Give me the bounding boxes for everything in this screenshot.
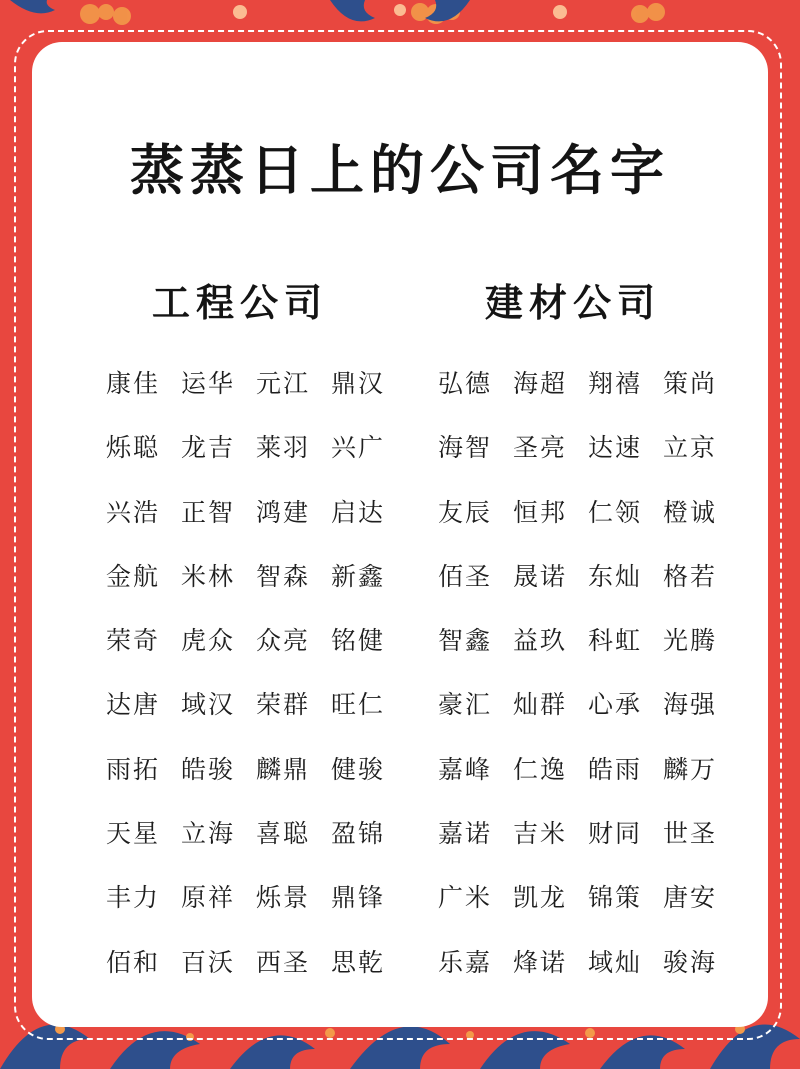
company-name: 龙吉 [181, 433, 236, 463]
company-name: 智鑫 [438, 626, 493, 656]
company-name: 兴浩 [106, 497, 161, 527]
company-name: 锦策 [588, 883, 643, 913]
company-name: 皓骏 [181, 754, 236, 784]
company-name: 烁景 [256, 883, 311, 913]
company-name: 健骏 [331, 754, 386, 784]
company-name: 皓雨 [588, 754, 643, 784]
company-name: 弘德 [438, 369, 493, 398]
company-name: 铭健 [331, 626, 386, 656]
company-name: 仁逸 [513, 754, 568, 784]
company-name: 科虹 [588, 626, 643, 656]
company-name: 正智 [181, 497, 236, 527]
company-name: 东灿 [588, 561, 643, 591]
company-name: 策尚 [663, 369, 718, 398]
company-name: 荣奇 [106, 626, 161, 656]
company-name: 晟诺 [513, 561, 568, 591]
company-name: 立京 [663, 433, 718, 463]
company-name: 兴广 [331, 433, 386, 463]
company-name: 鼎锋 [331, 883, 386, 913]
company-name: 立海 [181, 819, 236, 849]
company-name: 麟万 [663, 754, 718, 784]
company-name: 虎众 [181, 626, 236, 656]
company-name: 莱羽 [256, 433, 311, 463]
company-name: 佰圣 [438, 561, 493, 591]
company-name: 丰力 [106, 883, 161, 913]
company-name: 乐嘉 [438, 947, 493, 977]
company-name: 心承 [588, 690, 643, 720]
company-name: 鸿建 [256, 497, 311, 527]
building-materials-heading: 建材公司 [484, 280, 661, 325]
company-name: 百沃 [181, 947, 236, 977]
building-materials-name-list [438, 358, 738, 1001]
company-name: 橙诚 [663, 497, 718, 527]
company-name: 翔禧 [588, 369, 643, 398]
company-name: 域灿 [588, 947, 643, 977]
company-name: 恒邦 [513, 497, 568, 527]
company-name: 财同 [588, 819, 643, 849]
company-name: 吉米 [513, 819, 568, 849]
engineering-heading: 工程公司 [151, 280, 328, 325]
company-name: 鼎汉 [331, 369, 386, 398]
company-name: 原祥 [181, 883, 236, 913]
company-name: 海智 [438, 433, 493, 463]
company-name: 康佳 [106, 369, 161, 398]
company-name: 达唐 [106, 690, 161, 720]
company-name: 骏海 [663, 947, 718, 977]
company-name: 新鑫 [331, 561, 386, 591]
company-name: 烁聪 [106, 433, 161, 463]
company-name: 友辰 [438, 497, 493, 527]
company-name: 思乾 [331, 947, 386, 977]
company-name: 麟鼎 [256, 754, 311, 784]
company-name: 达速 [588, 433, 643, 463]
company-name: 唐安 [663, 883, 718, 913]
company-name: 域汉 [181, 690, 236, 720]
engineering-name-list [106, 358, 406, 1001]
company-name: 荣群 [256, 690, 311, 720]
company-name: 豪汇 [438, 690, 493, 720]
company-name: 凯龙 [513, 883, 568, 913]
company-name: 众亮 [256, 626, 311, 656]
company-name: 广米 [438, 883, 493, 913]
company-name: 喜聪 [256, 819, 311, 849]
page-title: 蒸蒸日上的公司名字 [130, 138, 670, 202]
company-name: 益玖 [513, 626, 568, 656]
company-name: 金航 [106, 561, 161, 591]
company-name: 运华 [181, 369, 236, 398]
company-name: 嘉峰 [438, 754, 493, 784]
company-name: 佰和 [106, 947, 161, 977]
company-name: 旺仁 [331, 690, 386, 720]
company-name: 智森 [256, 561, 311, 591]
company-name: 元江 [256, 369, 311, 398]
company-name: 天星 [106, 819, 161, 849]
company-name: 启达 [331, 497, 386, 527]
company-name: 光腾 [663, 626, 718, 656]
company-name: 世圣 [663, 819, 718, 849]
company-name: 米林 [181, 561, 236, 591]
company-name: 烽诺 [513, 947, 568, 977]
company-name: 雨拓 [106, 754, 161, 784]
company-name: 灿群 [513, 690, 568, 720]
company-name: 圣亮 [513, 433, 568, 463]
company-name: 仁领 [588, 497, 643, 527]
company-name: 格若 [663, 561, 718, 591]
company-name: 海超 [513, 369, 568, 398]
company-name: 盈锦 [331, 819, 386, 849]
company-name: 西圣 [256, 947, 311, 977]
company-name: 嘉诺 [438, 819, 493, 849]
company-name: 海强 [663, 690, 718, 720]
